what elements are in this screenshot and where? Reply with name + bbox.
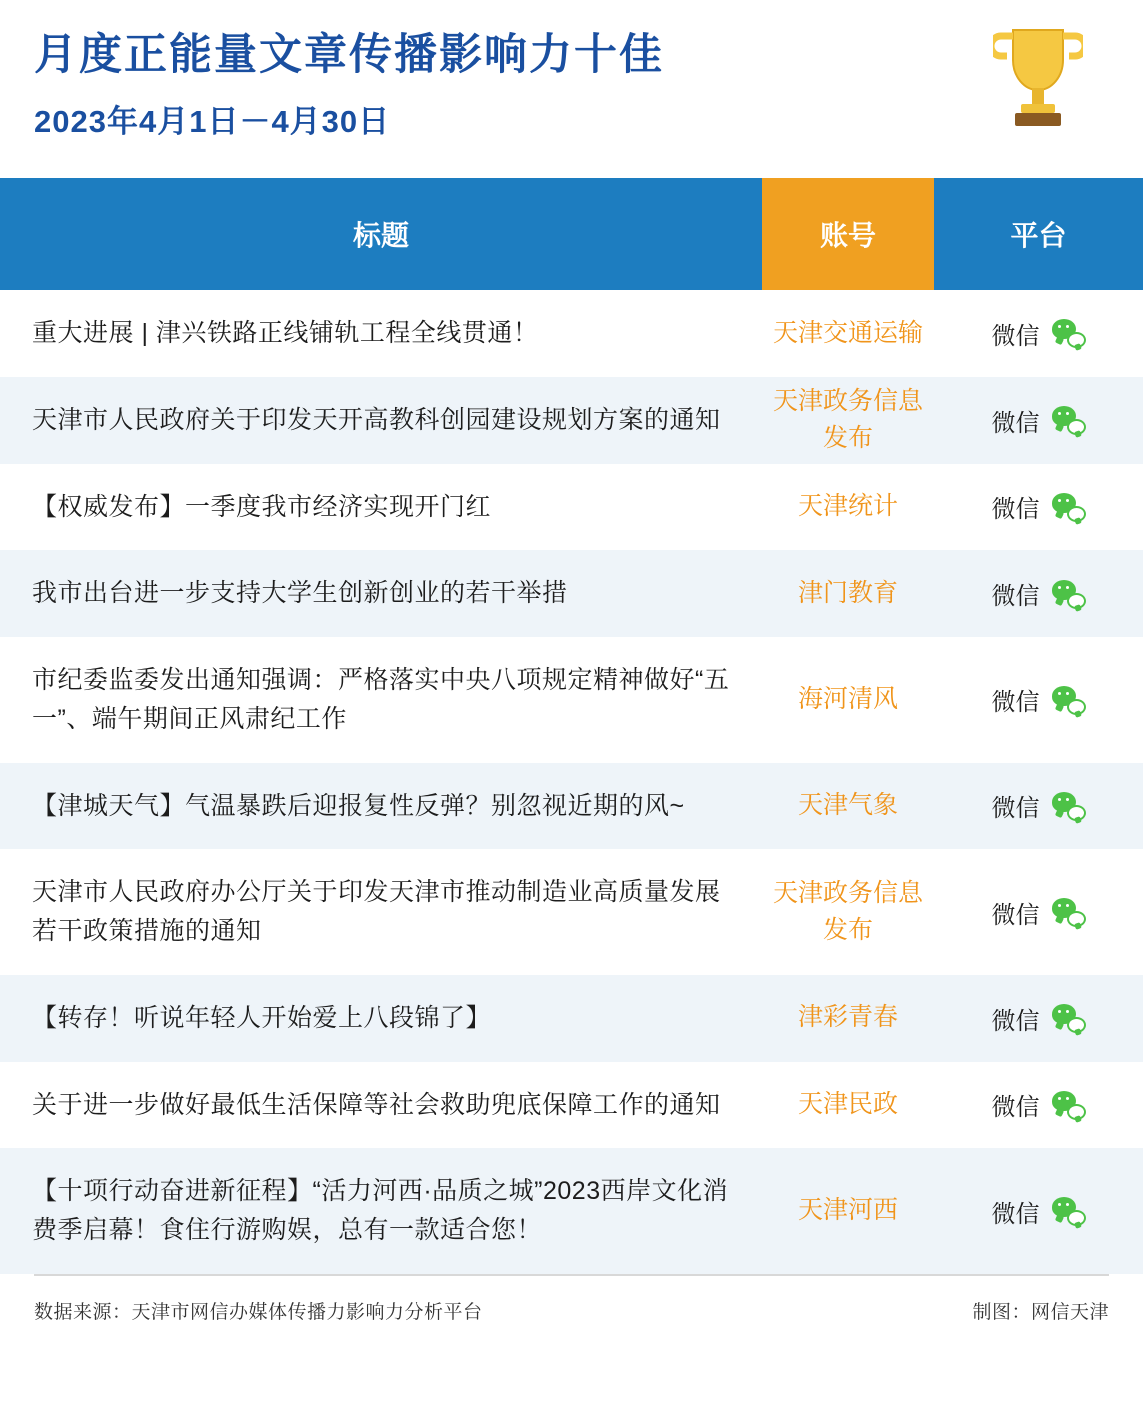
table-row (0, 1148, 1143, 1274)
wechat-icon (1052, 405, 1086, 435)
table-row (0, 464, 1143, 551)
cell-title: 我市出台进一步支持大学生创新创业的若干举措 (32, 579, 568, 608)
header (0, 0, 1143, 178)
table-header (0, 178, 1143, 290)
wechat-icon (1052, 1090, 1086, 1120)
cell-account: 天津交通运输 (772, 318, 923, 347)
cell-account: 天津河西 (797, 1196, 898, 1225)
cell-account: 天津政务信息发布 (772, 878, 923, 944)
cell-account: 天津民政 (797, 1090, 898, 1119)
trophy-icon (993, 22, 1083, 132)
cell-title: 天津市人民政府关于印发天开高教科创园建设规划方案的通知 (32, 405, 721, 434)
column-header-account: 账号 (762, 178, 934, 290)
cell-title: 【权威发布】一季度我市经济实现开门红 (32, 492, 492, 521)
platform-label: 微信 (991, 689, 1040, 717)
platform-label: 微信 (991, 583, 1040, 611)
cell-account: 津门教育 (797, 578, 898, 607)
page-subtitle: 2023年4月1日－4月30日 (34, 103, 391, 139)
platform-label: 微信 (991, 1007, 1040, 1035)
cell-platform (934, 550, 1143, 637)
cell-title: 【津城天气】气温暴跌后迎报复性反弹？别忽视近期的风~ (32, 791, 685, 820)
cell-platform (934, 763, 1143, 850)
cell-platform (934, 464, 1143, 551)
table-row (0, 550, 1143, 637)
table-row (0, 637, 1143, 763)
cell-platform (934, 637, 1143, 763)
platform-label: 微信 (991, 322, 1040, 350)
cell-title: 市纪委监委发出通知强调：严格落实中央八项规定精神做好“五一”、端午期间正风肃纪工作 (32, 666, 730, 733)
platform-label: 微信 (991, 1200, 1040, 1228)
cell-title: 重大进展 | 津兴铁路正线铺轨工程全线贯通！ (32, 319, 539, 347)
wechat-icon (1052, 318, 1086, 348)
table-row (0, 377, 1143, 464)
cell-platform (934, 975, 1143, 1062)
wechat-icon (1052, 492, 1086, 522)
platform-label: 微信 (991, 409, 1040, 437)
credit-note: 制图：网信天津 (972, 1302, 1109, 1324)
platform-label: 微信 (991, 1094, 1040, 1122)
cell-account: 天津统计 (797, 492, 898, 521)
table-row (0, 1062, 1143, 1149)
table-row (0, 975, 1143, 1062)
footer (34, 1274, 1109, 1346)
column-header-platform: 平台 (934, 178, 1143, 290)
wechat-icon (1052, 1003, 1086, 1033)
cell-account: 津彩青春 (797, 1003, 898, 1032)
cell-title: 关于进一步做好最低生活保障等社会救助兜底保障工作的通知 (32, 1090, 721, 1119)
wechat-icon (1052, 579, 1086, 609)
page-title: 月度正能量文章传播影响力十佳 (34, 31, 664, 79)
wechat-icon (1052, 1196, 1086, 1226)
data-source-note: 数据来源：天津市网信办媒体传播力影响力分析平台 (34, 1302, 483, 1324)
cell-title: 【十项行动奋进新征程】“活力河西·品质之城”2023西岸文化消费季启幕！食住行游购娱，总有一款适合您！ (32, 1177, 729, 1244)
cell-title: 【转存！听说年轻人开始爱上八段锦了】 (32, 1003, 492, 1032)
column-header-title: 标题 (0, 178, 762, 290)
cell-account: 天津政务信息发布 (772, 386, 923, 453)
wechat-icon (1052, 897, 1086, 927)
table-row (0, 849, 1143, 975)
wechat-icon (1052, 791, 1086, 821)
table-body (0, 290, 1143, 1274)
platform-label: 微信 (991, 795, 1040, 823)
cell-account: 海河清风 (797, 685, 898, 713)
cell-platform (934, 1062, 1143, 1149)
wechat-icon (1052, 685, 1086, 715)
ranking-table (0, 178, 1143, 1274)
table-row (0, 290, 1143, 377)
cell-platform (934, 290, 1143, 377)
cell-platform (934, 849, 1143, 975)
table-row (0, 763, 1143, 850)
cell-title: 天津市人民政府办公厅关于印发天津市推动制造业高质量发展若干政策措施的通知 (32, 878, 721, 945)
cell-platform (934, 1148, 1143, 1274)
platform-label: 微信 (991, 496, 1040, 524)
platform-label: 微信 (991, 901, 1040, 929)
cell-platform (934, 377, 1143, 464)
cell-account: 天津气象 (797, 791, 898, 820)
